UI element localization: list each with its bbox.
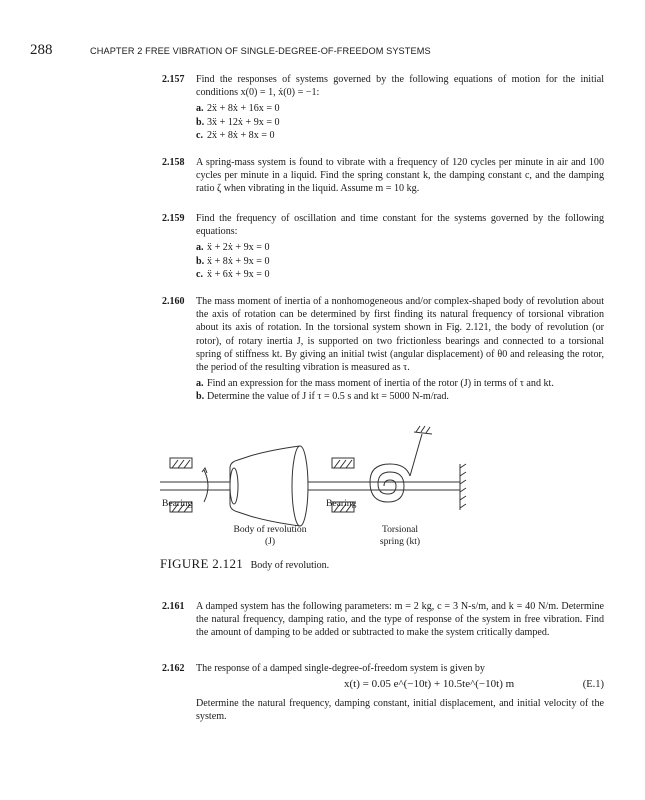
sub-item: a. 2ẍ + 8ẋ + 16x = 0	[196, 103, 280, 115]
problem-number: 2.162	[162, 663, 185, 674]
problem-number: 2.158	[162, 157, 185, 168]
sub-item: b. 3ẍ + 12ẋ + 9x = 0	[196, 116, 280, 128]
problem-number: 2.160	[162, 296, 185, 307]
sub-item: c. 2ẍ + 8ẋ + 8x = 0	[196, 129, 275, 141]
figure-caption-text: Body of revolution.	[250, 560, 330, 571]
problem-text: Find the frequency of oscillation and time constant for the systems governed by the following equations:	[196, 213, 604, 238]
figure-body-of-revolution	[160, 420, 480, 570]
problem-text: A damped system has the following parameters: m = 2 kg, c = 3 N-s/m, and k = 40 N/m. Determine the natural frequency, damping ratio, and the type of response of the system in free vibration. Find the amount of damping to be added or subtracted to make the system critically damped.	[196, 601, 604, 639]
torsional-spring	[370, 464, 410, 502]
problem-text: Find the responses of systems governed by the following equations of motion for the initial conditions x(0) = 1, ẋ(0) = −1:	[196, 74, 604, 99]
figure-label: FIGURE 2.121	[160, 556, 244, 571]
problem-number: 2.157	[162, 74, 185, 85]
equation-number: (E.1)	[582, 679, 604, 691]
problem-2-161	[162, 600, 604, 640]
sub-item: a. Find an expression for the mass moment of inertia of the rotor (J) in terms of τ and kt.	[196, 378, 554, 390]
problem-2-160	[162, 295, 604, 404]
response-equation: x(t) = 0.05 e^(−10t) + 10.5te^(−10t) m	[344, 678, 515, 691]
twist-arrow	[204, 470, 208, 502]
sub-item: c. ẍ + 6ẋ + 9x = 0	[196, 268, 270, 280]
page-number: 288	[30, 42, 53, 58]
spring-label: Torsional spring (kt)	[379, 524, 421, 547]
rotor-body	[230, 446, 300, 526]
problem-number: 2.161	[162, 601, 185, 612]
sub-item: a. ẍ + 2ẋ + 9x = 0	[196, 242, 270, 254]
problem-text: A spring-mass system is found to vibrate with a frequency of 120 cycles per minute in air and 100 cycles per minute in a liquid. Find the spring constant k, the damping constant c, and the damping ratio ζ when vibrating in the liquid. Assume m = 10 kg.	[196, 157, 604, 195]
bearing-label-right: Bearing	[326, 498, 357, 509]
problem-2-158	[162, 156, 604, 196]
problem-number: 2.159	[162, 213, 185, 224]
problem-2-157	[162, 73, 604, 142]
sub-item: b. ẍ + 8ẋ + 9x = 0	[196, 255, 270, 267]
problem-text: The response of a damped single-degree-of-freedom system is given by	[196, 663, 485, 674]
problem-text: The mass moment of inertia of a nonhomogeneous and/or complex-shaped body of revolution about the axis of rotation can be determined by first finding its natural frequency of torsional vibration about its axis of rotation. In the torsional system shown in Fig. 2.121, the body of revolution (or rotor), of rotary inertia J, is supported on two frictionless bearings and connected to a torsional spring of stiffness kt. By giving an initial twist (angular displacement) of θ0 and releasing the rotor, the period of the resulting vibration is measured as τ.	[196, 296, 604, 374]
problem-2-159	[162, 212, 604, 281]
bearing-label-left: Bearing	[162, 498, 193, 509]
equation-row	[196, 678, 604, 694]
chapter-title: CHAPTER 2 FREE VIBRATION OF SINGLE-DEGREE-OF-FREEDOM SYSTEMS	[90, 46, 431, 56]
page-header	[30, 44, 620, 60]
problem-2-162	[162, 662, 604, 724]
body-label: Body of revolution (J)	[233, 524, 307, 547]
problem-text-2: Determine the natural frequency, damping constant, initial displacement, and initial velocity of the system.	[196, 698, 604, 723]
figure-caption	[160, 556, 329, 572]
sub-item: b. Determine the value of J if τ = 0.5 s and kt = 5000 N-m/rad.	[196, 391, 449, 403]
